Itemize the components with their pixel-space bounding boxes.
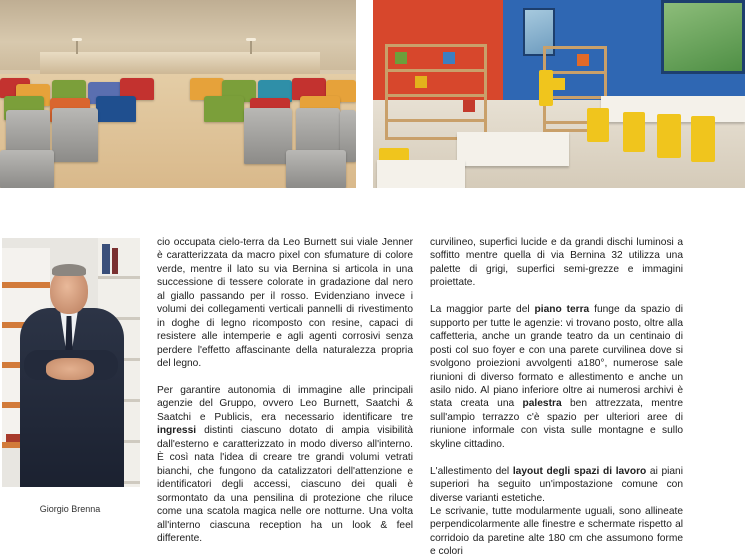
paragraph	[157, 384, 413, 545]
text-run: funge da spazio di supporto per tutte le agenzie: vi trovano posto, oltre alla caffetteria, anche un grande teatro da un centinaio di posti col suo foyer e con una parete curvilinea dove si svolgono proiezioni avvolgenti a180°, numerose sale riunioni di diverso formato e allestimento e anche un asilo nido. Al piano inferiore oltre ai numerosi archivi è stata creata una	[430, 304, 683, 410]
paragraph: cio occupata cielo-terra da Leo Burnett sui viale Jenner è caratterizzata da macro pixel con sfumature di colore verde, mentre il lato su via Bernina si articola in una successione di tessere colorate in gradazione dal nero al giallo passando per il rosso. Evidenziano invece i volumi dei collegamenti verticali pannelli di rivestimento in doghe di legno ricomposto con resine, capaci di resistere alle intemperie e agli agenti corrosivi senza perdere l'effetto affascinante della naturalezza propria del legno.	[157, 237, 413, 370]
portrait-photo	[2, 238, 140, 487]
text-run: Per garantire autonomia di immagine alle principali agenzie del Gruppo, ovvero Leo Burnett, Saatchi & Saatchi e Publicis, era necessario identificare tre	[157, 384, 413, 423]
text-run: L'allestimento del	[430, 465, 513, 477]
text-run: distinti ciascuno dotato di ampia visibilità dall'esterno e caratterizzato in modo diverso all'interno. È così nata l'idea di creare tre grandi volumi vetrati bianchi, che fungono da catalizzatori dell'attenzione e identificatori degli accessi, ciascuno dei quali è sormontato da una pensilina di protezione che riluce come una scatola magica nelle ore notturne. Una volta all'interno ciascuna reception ha un look & feel differente.	[157, 425, 413, 544]
paragraph: Le scrivanie, tutte modularmente uguali, sono allineate perpendicolarmente alle finestre e schermate rispetto al corridoio da paretine alte 180 cm che assumono forme e colori	[430, 506, 683, 558]
auditorium-photo	[0, 0, 356, 188]
bold-term-piano-terra: piano terra	[534, 304, 590, 316]
bold-term-ingressi: ingressi	[157, 425, 197, 437]
text-run: ben attrezzata, mentre sull'ampio terrazzo c'è spazio per ulteriori aree di riunione informale con vista sulle montagne e sullo skyline cittadino.	[430, 398, 684, 450]
bold-term-palestra: palestra	[522, 398, 562, 410]
text-run: ai piani superiori ha seguito un'impostazione comune con diverse varianti estetiche.	[430, 465, 683, 504]
bold-term-layout: layout degli spazi di lavoro	[512, 465, 647, 477]
classroom-photo	[373, 0, 745, 188]
paragraph	[430, 303, 683, 451]
paragraph	[430, 465, 683, 505]
text-column-right	[430, 236, 683, 559]
photo-caption: Giorgio Brenna	[39, 504, 101, 514]
text-column-middle	[157, 236, 413, 545]
text-run: La maggior parte del	[430, 304, 535, 316]
paragraph: curvilineo, superfici lucide e da grandi dischi luminosi a soffitto mentre quella di via Bernina 32 utilizza una palette di grigi, superfici semi-grezze e immagini proiettate.	[430, 237, 683, 289]
